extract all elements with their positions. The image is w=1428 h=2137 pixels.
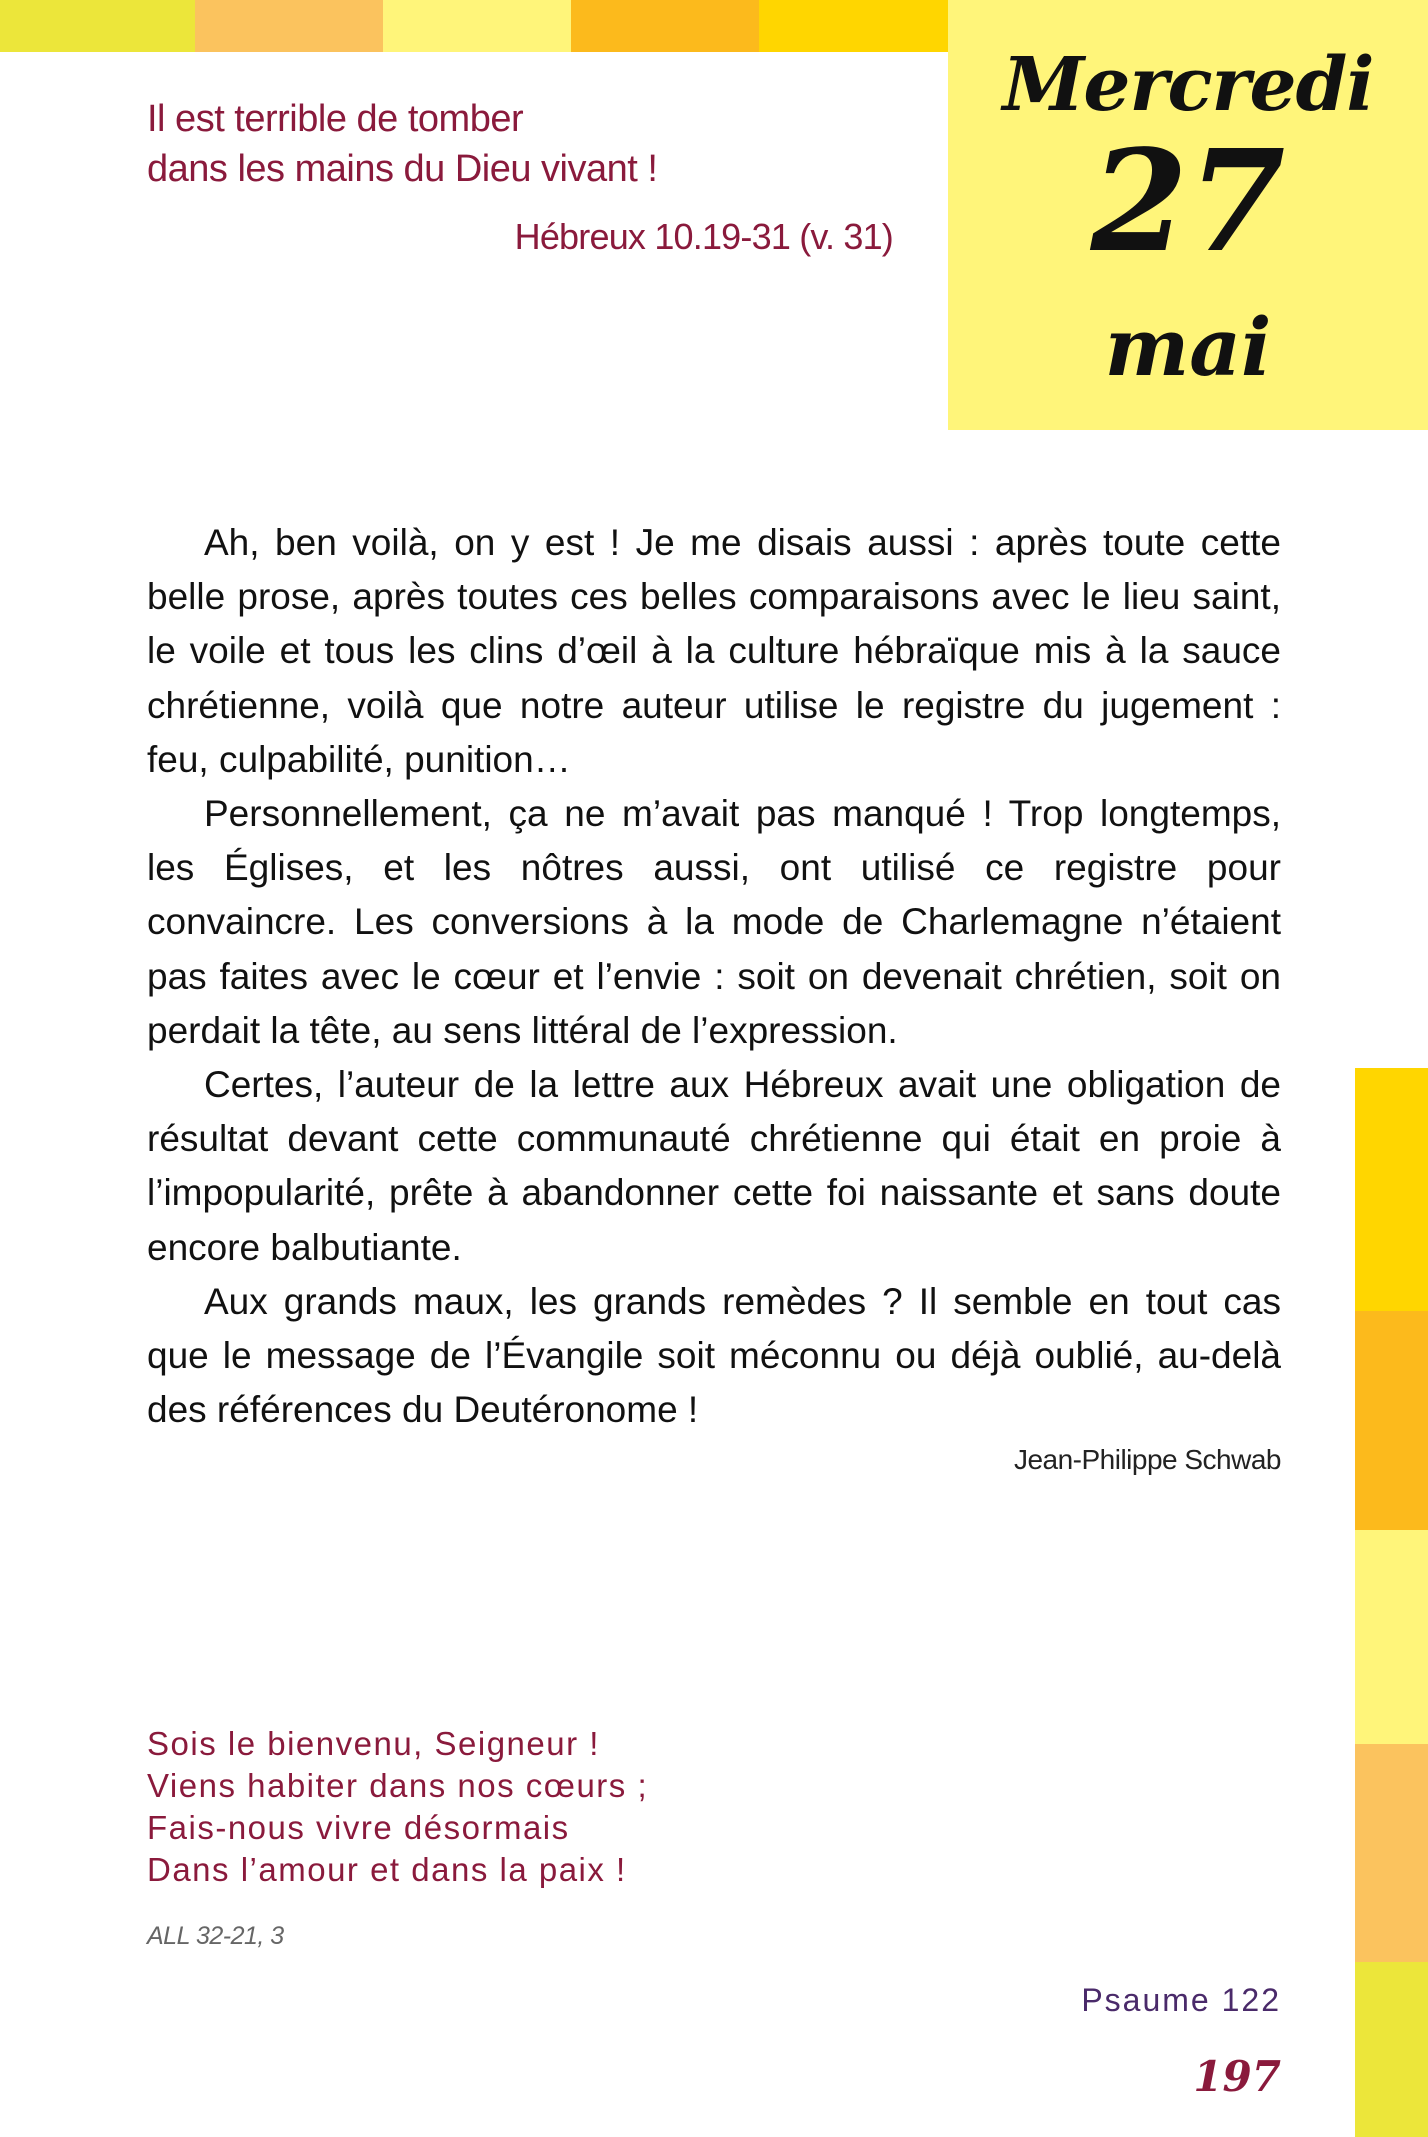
hymn-line: Fais-nous vivre désormais bbox=[147, 1809, 570, 1846]
verse-of-the-day bbox=[147, 94, 937, 194]
author-signature: Jean-Philippe Schwab bbox=[1013, 1444, 1281, 1475]
paragraph: Ah, ben voilà, on y est ! Je me disais aussi : après toute cette belle prose, après toutes ces belles comparaisons avec le lieu saint, le voile et tous les clins d’œil à la culture hébraïque mis à la sauce chrétienne, voilà que notre auteur utilise le registre du jugement : feu, culpabilité, punition… bbox=[147, 522, 1281, 780]
side-color-strip bbox=[1355, 1068, 1428, 2137]
top-color-strip bbox=[0, 0, 948, 52]
psalm-reference: Psaume 122 bbox=[1081, 1982, 1281, 2018]
paragraph: Aux grands maux, les grands remèdes ? Il semble en tout cas que le message de l’Évangile soit méconnu ou déjà oublié, au-delà des références du Deutéronome ! bbox=[147, 1280, 1281, 1431]
side-strip-segment bbox=[1355, 1311, 1428, 1530]
top-strip-segment bbox=[759, 0, 948, 52]
top-strip-segment bbox=[383, 0, 571, 52]
meditation-text bbox=[147, 516, 1281, 1437]
hymn-line: Dans l’amour et dans la paix ! bbox=[147, 1851, 627, 1888]
side-strip-segment bbox=[1355, 1530, 1428, 1744]
verse-line: dans les mains du Dieu vivant ! bbox=[147, 148, 658, 190]
hymn-line: Sois le bienvenu, Seigneur ! bbox=[147, 1725, 600, 1762]
date-month: mai bbox=[1104, 300, 1272, 394]
paragraph: Personnellement, ça ne m’avait pas manqué ! Trop longtemps, les Églises, et les nôtres aussi, ont utilisé ce registre pour convaincre. Les conversions à la mode de Charlemagne n’étaient pas faites avec le cœur et l’envie : soit on devenait chrétien, soit on perdait la tête, au sens littéral de l’expression. bbox=[147, 793, 1281, 1051]
date-day: 27 bbox=[1090, 120, 1286, 284]
paragraph: Certes, l’auteur de la lettre aux Hébreux avait une obligation de résultat devant cette communauté chrétienne qui était en proie à l’impopularité, prête à abandonner cette foi naissante et sans doute encore balbutiante. bbox=[147, 1064, 1281, 1268]
page-number: 197 bbox=[1193, 2052, 1281, 2101]
top-strip-segment bbox=[0, 0, 195, 52]
date-box bbox=[948, 0, 1428, 430]
side-strip-segment bbox=[1355, 1962, 1428, 2137]
verse-line: Il est terrible de tomber bbox=[147, 98, 524, 140]
hymn-line: Viens habiter dans nos cœurs ; bbox=[147, 1767, 649, 1804]
date-weekday: Mercredi bbox=[1002, 42, 1374, 128]
top-strip-segment bbox=[571, 0, 759, 52]
verse-reference: Hébreux 10.19-31 (v. 31) bbox=[514, 216, 893, 257]
hymn-reference: ALL 32-21, 3 bbox=[147, 1922, 284, 1950]
side-strip-segment bbox=[1355, 1068, 1428, 1311]
top-strip-segment bbox=[195, 0, 383, 52]
hymn-stanza bbox=[147, 1723, 847, 1891]
side-strip-segment bbox=[1355, 1744, 1428, 1962]
